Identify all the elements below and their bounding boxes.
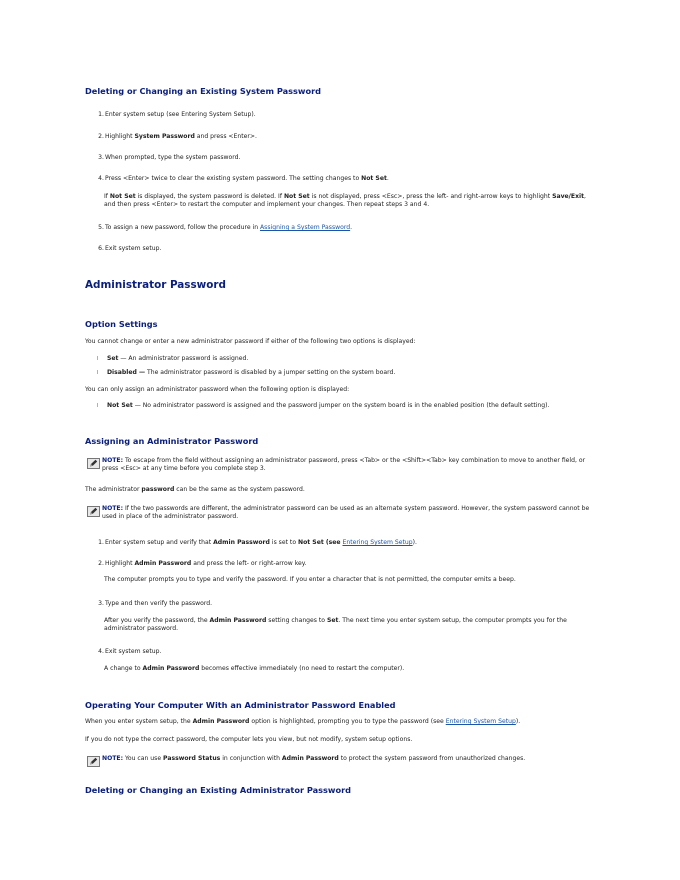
option-item-not-set: Not Set — No administrator password is assigned and the password jumper on the system board is in the enabled position (the default setting). [107, 402, 550, 409]
step-number: 3. [98, 600, 104, 607]
page-title: Administrator Password [85, 279, 226, 291]
section-heading-option-settings: Option Settings [85, 319, 158, 329]
step-text: Press <Enter> twice to clear the existing system password. The setting changes to Not Set. [105, 175, 389, 182]
bullet-icon: l [97, 370, 99, 376]
bullet-icon: l [97, 403, 99, 409]
operating-text: When you enter system setup, the Admin Password option is highlighted, prompting you to type the password (see Entering System Setup). [85, 718, 521, 725]
note-text: NOTE: You can use Password Status in conjunction with Admin Password to protect the system password from unauthorized changes. [102, 755, 526, 762]
section-heading-delete-system-password: Deleting or Changing an Existing System Password [85, 86, 321, 96]
step-text: When prompted, type the system password. [105, 154, 241, 161]
link-entering-system-setup[interactable]: Entering System Setup [445, 718, 516, 725]
step-number: 5. [98, 224, 104, 231]
step-number: 2. [98, 560, 104, 567]
step-4-detail: If Not Set is displayed, the system password is deleted. If Not Set is not displayed, press <Esc>, press the left- and right-arrow keys to highlight Save/Exit, and then press <Enter> to restart the computer and implement your changes. Then repeat steps 3 and 4. [104, 193, 586, 208]
step-text: Highlight Admin Password and press the left- or right-arrow key. [105, 560, 307, 567]
step-number: 1. [98, 539, 104, 546]
step-number: 6. [98, 245, 104, 252]
step-text: Exit system setup. [105, 245, 162, 252]
section-heading-assign-admin-password: Assigning an Administrator Password [85, 436, 259, 446]
note-text: NOTE: To escape from the field without assigning an administrator password, press <Tab> or the <Shift><Tab> key combination to move to another field, or press <Esc> at any time before you complete step 3. [102, 457, 586, 472]
step-text: Enter system setup and verify that Admin Password is set to Not Set (see Entering System Setup). [105, 539, 417, 546]
operating-text: If you do not type the correct password, the computer lets you view, but not modify, system setup options. [85, 736, 413, 743]
section-heading-delete-admin-password: Deleting or Changing an Existing Administrator Password [85, 785, 351, 795]
link-assigning-system-password[interactable]: Assigning a System Password [260, 224, 351, 231]
step-number: 4. [98, 175, 104, 182]
option-item-disabled: Disabled — The administrator password is disabled by a jumper setting on the system board. [107, 369, 396, 376]
link-entering-system-setup[interactable]: Entering System Setup [342, 539, 413, 546]
step-text: To assign a new password, follow the procedure in Assigning a System Password. [105, 224, 353, 231]
option-item-set: Set — An administrator password is assigned. [107, 355, 249, 362]
step-4-detail: A change to Admin Password becomes effective immediately (no need to restart the computer). [104, 665, 405, 672]
step-text: Highlight System Password and press <Enter>. [105, 133, 257, 140]
section-heading-operating: Operating Your Computer With an Administrator Password Enabled [85, 700, 396, 710]
note-text: NOTE: If the two passwords are different, the administrator password can be used as an alternate system password. However, the system password cannot be used in place of the administrator password. [102, 505, 590, 520]
step-text: Type and then verify the password. [105, 600, 213, 607]
note-pencil-icon [87, 506, 100, 517]
option-only: You can only assign an administrator password when the following option is displayed: [85, 386, 350, 393]
bullet-icon: l [97, 356, 99, 362]
step-number: 4. [98, 648, 104, 655]
option-intro: You cannot change or enter a new administrator password if either of the following two options is displayed: [85, 338, 416, 345]
note-pencil-icon [87, 458, 100, 469]
step-3-detail: After you verify the password, the Admin Password setting changes to Set. The next time you enter system setup, the computer prompts you for the administrator password. [104, 617, 567, 632]
step-2-detail: The computer prompts you to type and verify the password. If you enter a character that is not permitted, the computer emits a beep. [104, 576, 516, 583]
step-text: Enter system setup (see Entering System Setup). [105, 111, 256, 118]
step-number: 2. [98, 133, 104, 140]
note-pencil-icon [87, 756, 100, 767]
same-password-text: The administrator password can be the same as the system password. [85, 486, 305, 493]
step-number: 3. [98, 154, 104, 161]
step-text: Exit system setup. [105, 648, 162, 655]
step-number: 1. [98, 111, 104, 118]
